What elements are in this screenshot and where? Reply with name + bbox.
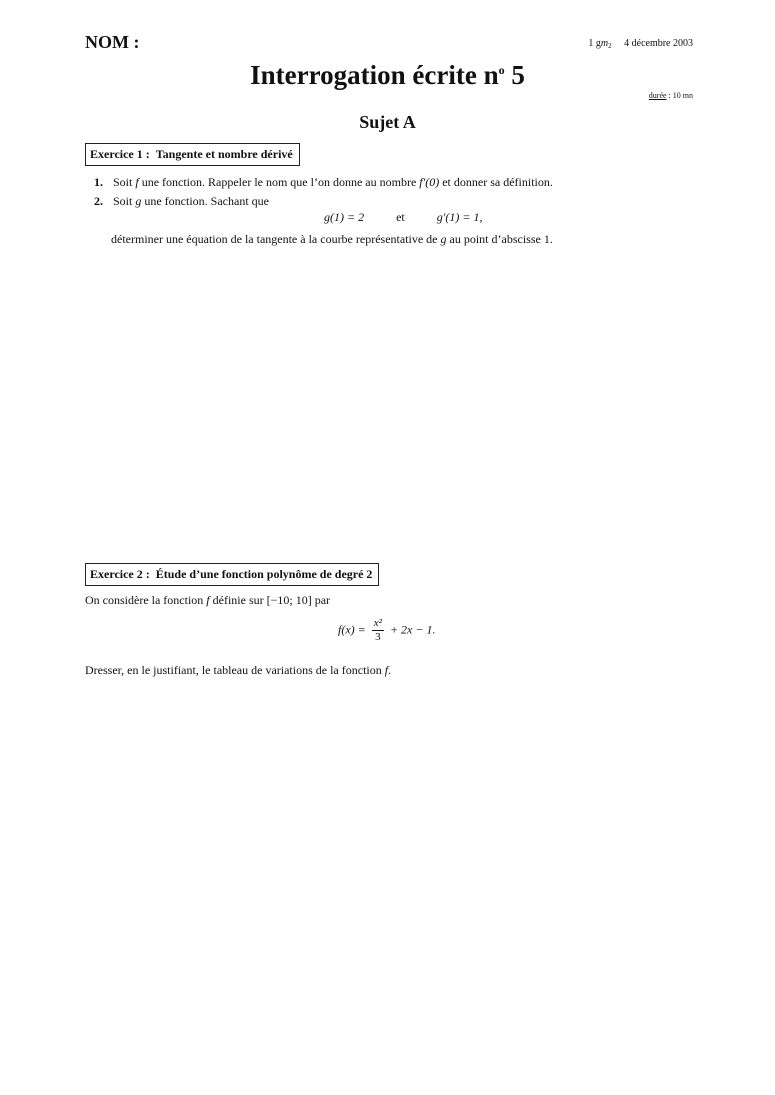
test-date: 4 décembre 2003 — [624, 38, 693, 49]
q1-text-a: Soit — [113, 175, 133, 189]
eq-and: et — [396, 210, 405, 224]
student-name-label: NOM : — [85, 32, 140, 52]
exercise2-equation — [338, 617, 435, 644]
title-main: Interrogation écrite n — [250, 60, 499, 90]
class-and-date — [588, 38, 693, 50]
fraction-numerator: x² — [373, 617, 382, 629]
question-2-continuation — [111, 232, 553, 247]
task-var: f — [384, 663, 389, 677]
class-label: 1 g — [588, 38, 601, 49]
fraction — [372, 617, 384, 644]
exercise1-equation — [324, 210, 482, 225]
exercise1-label: Exercice 1 : — [90, 147, 150, 161]
task-a: Dresser, en le justifiant, le tableau de variations de la fonction — [85, 663, 382, 677]
eq-right: g′(1) = 1, — [436, 210, 483, 224]
title-number: 5 — [511, 60, 525, 90]
subject-title: Sujet A — [359, 112, 416, 132]
intro-var: f — [206, 593, 210, 607]
exercise1-title: Tangente et nombre dérivé — [155, 147, 293, 161]
exercise2-title: Étude d’une fonction polynôme de degré 2 — [155, 567, 373, 581]
q2-cont-var: g — [440, 232, 447, 246]
task-end: . — [388, 663, 392, 677]
class-label-sub: 2 — [608, 42, 612, 50]
duration — [649, 91, 693, 100]
question-2-number: 2. — [94, 194, 103, 208]
question-1 — [94, 175, 553, 190]
q1-expr: f′(0) — [419, 175, 440, 189]
question-2 — [94, 194, 269, 209]
q2-text-a: Soit — [113, 194, 133, 208]
fraction-denominator: 3 — [375, 631, 381, 643]
title-sup: o — [498, 63, 505, 77]
q2-cont-a: déterminer une équation de la tangente à la courbe représentative de — [111, 232, 438, 246]
exercise1-header — [85, 143, 300, 166]
eq-left: g(1) = 2 — [324, 210, 365, 224]
class-label-m: m — [600, 38, 609, 49]
q2-cont-b: au point d’abscisse 1. — [449, 232, 553, 246]
exercise2-intro — [85, 593, 330, 608]
exercise2-task — [85, 663, 391, 678]
q2-var: g — [135, 194, 142, 208]
duration-value: : 10 mn — [668, 91, 693, 100]
q2-text-b: une fonction. Sachant que — [144, 194, 269, 208]
exercise2-header — [85, 563, 379, 586]
q1-var: f — [135, 175, 139, 189]
page-title — [0, 60, 775, 91]
q1-text-c: et donner sa définition. — [442, 175, 553, 189]
eq2-lhs: f(x) = — [338, 622, 366, 637]
question-1-number: 1. — [94, 175, 103, 189]
intro-a: On considère la fonction — [85, 593, 204, 607]
eq2-rhs: + 2x − 1. — [389, 622, 436, 637]
exercise2-label: Exercice 2 : — [90, 567, 150, 581]
intro-b: définie sur [−10; 10] par — [212, 593, 331, 607]
duration-label: durée — [648, 91, 667, 100]
q1-text-b: une fonction. Rappeler le nom que l’on donne au nombre — [141, 175, 417, 189]
